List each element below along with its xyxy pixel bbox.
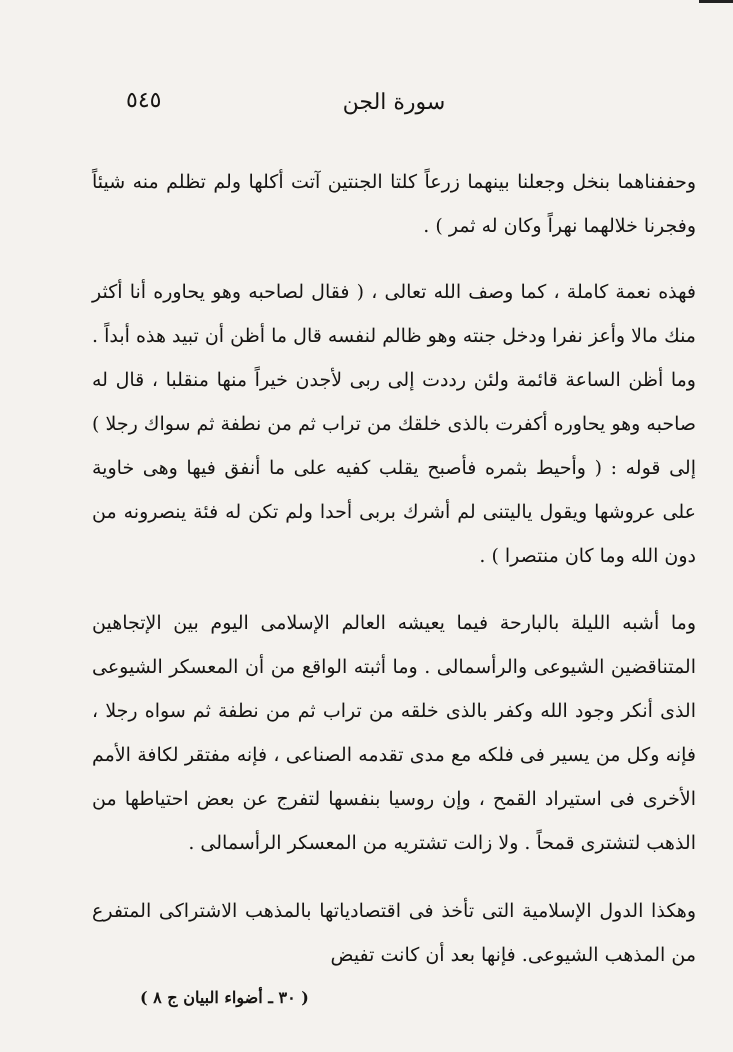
volume-footnote: ( ٣٠ ـ أضواء البيان ج ٨ )	[140, 988, 309, 1007]
surah-title: سورة الجن	[342, 89, 446, 115]
book-page	[92, 84, 696, 977]
paragraph-4: وهكذا الدول الإسلامية التى تأخذ فى اقتصادياتها بالمذهب الاشتراكى المتفرع من المذهب الشيوعى. فإنها بعد أن كانت تفيض	[92, 900, 696, 966]
paragraph-2: فهذه نعمة كاملة ، كما وصف الله تعالى ، ( فقال لصاحبه وهو يحاوره أنا أكثر منك مالا وأعز نفرا ودخل جنته وهو ظالم لنفسه قال ما أظن أن تبيد هذه أبداً . وما أظن الساعة قائمة ولئن رددت إلى ربى لأجدن خيراً منها منقلبا ، قال له صاحبه وهو يحاوره أكفرت بالذى خلقك من تراب ثم من نطفة ثم سواك رجلا ) إلى قوله : ( وأحيط بثمره فأصبح يقلب كفيه على ما أنفق فيها وهى خاوية على عروشها ويقول ياليتنى لم أشرك بربى أحدا ولم تكن له فئة ينصرونه من دون الله وما كان منتصرا ) .	[92, 281, 697, 567]
paragraph-1: وحففناهما بنخل وجعلنا بينهما زرعاً كلتا الجنتين آتت أكلها ولم تظلم منه شيئاً وفجرنا خلالهما نهراً وكان له ثمر ) .	[92, 171, 696, 237]
paragraph-3: وما أشبه الليلة بالبارحة فيما يعيشه العالم الإسلامى اليوم بين الإتجاهين المتناقضين الشيوعى والرأسمالى . وما أثبته الواقع من أن المعسكر الشيوعى الذى أنكر وجود الله وكفر بالذى خلقه من تراب ثم من نطفة ثم سواه رجلا ، فإنه وكل من يسير فى فلكه مع مدى تقدمه الصناعى ، فإنه مفتقر لكافة الأمم الأخرى فى استيراد القمح ، وإن روسيا بنفسها لتفرج عن بعض احتياطها من الذهب لتشترى قمحاً . ولا زالت تشتريه من المعسكر الرأسمالى .	[92, 612, 696, 854]
page-number: ٥٤٥	[126, 88, 162, 113]
page-header	[92, 84, 696, 120]
scan-edge-mark	[699, 0, 733, 3]
